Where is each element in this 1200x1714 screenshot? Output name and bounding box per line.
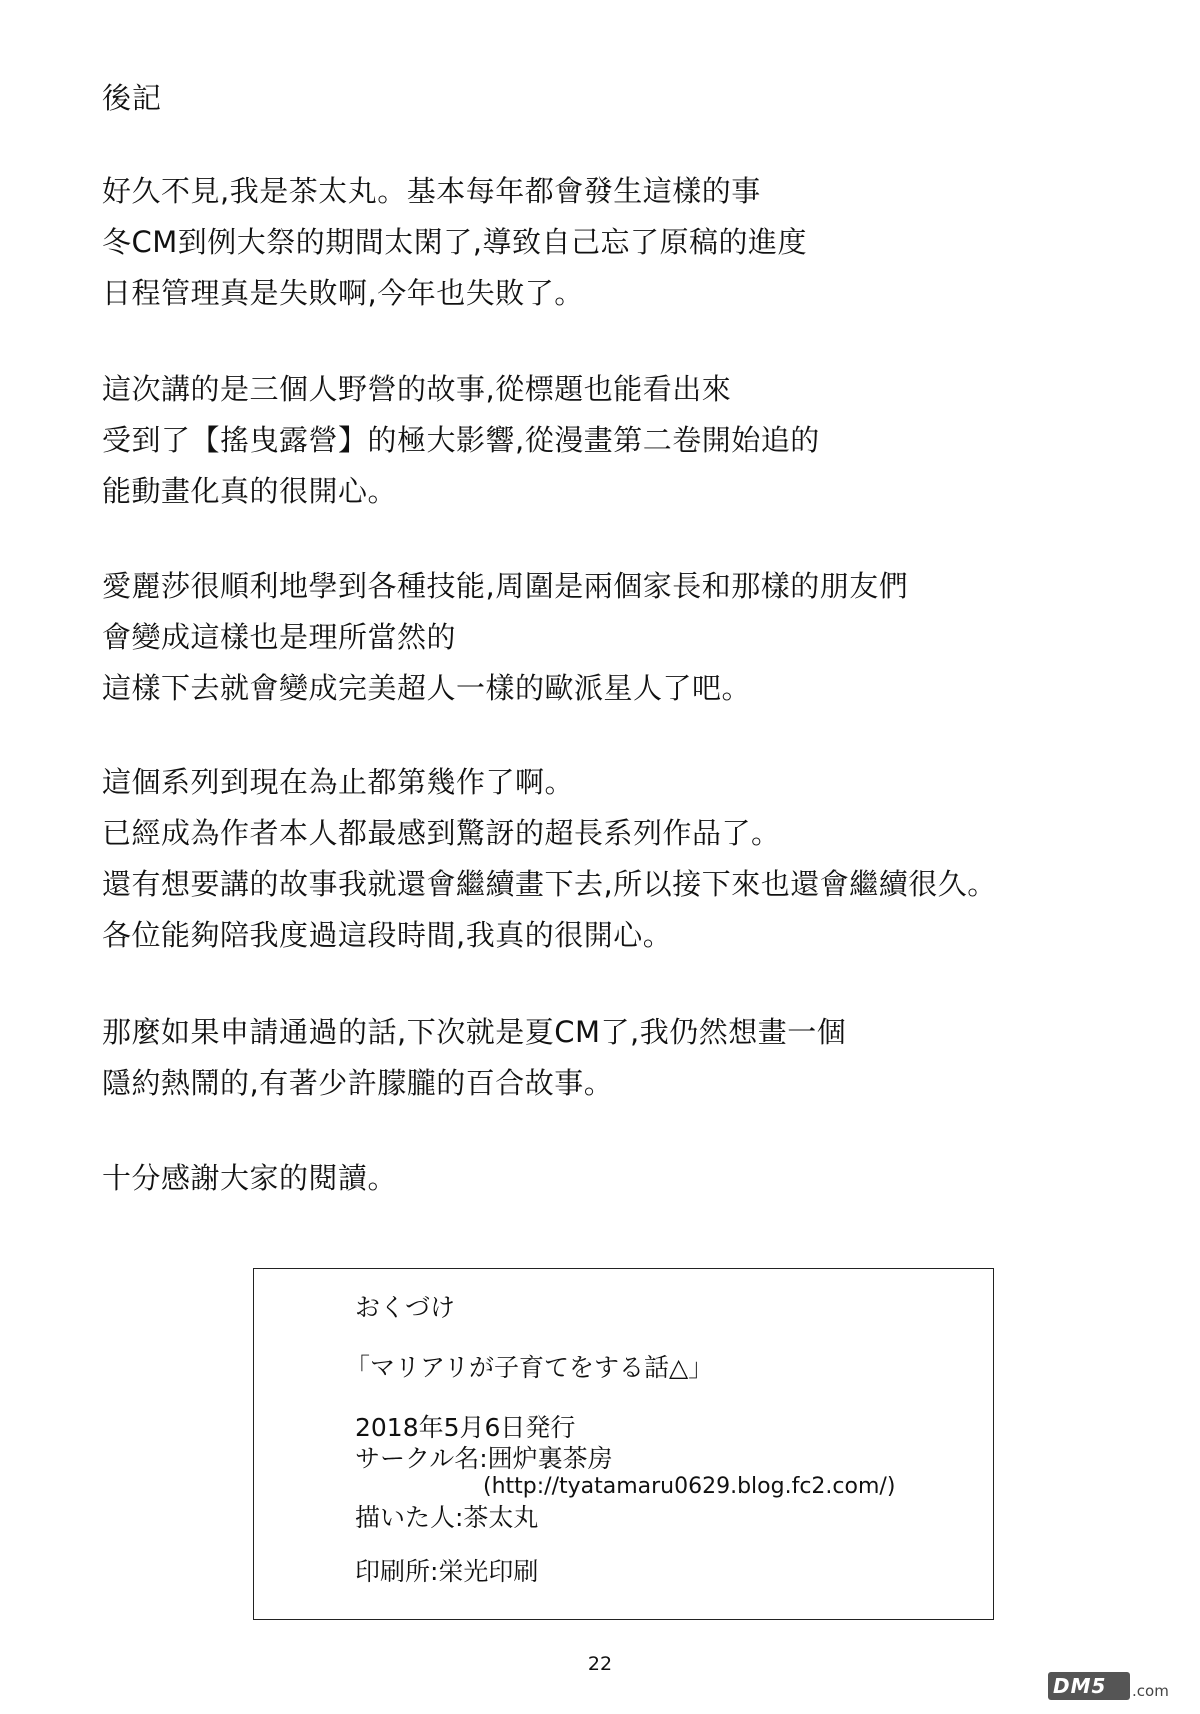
text-line: 會變成這樣也是理所當然的 <box>102 620 457 654</box>
colophon-title: 「マリアリが子育てをする話△」 <box>345 1353 714 1382</box>
text-line: 這樣下去就會變成完美超人一樣的歐派星人了吧。 <box>102 671 752 705</box>
afterword-heading: 後記 <box>102 81 163 115</box>
colophon-box <box>253 1268 994 1620</box>
colophon-date: 2018年5月6日発行 <box>355 1413 576 1442</box>
text-line: 這個系列到現在為止都第幾作了啊。 <box>102 765 575 799</box>
text-line: 這次講的是三個人野營的故事,從標題也能看出來 <box>102 372 732 406</box>
colophon-url: (http://tyatamaru0629.blog.fc2.com/) <box>483 1474 896 1499</box>
text-line: 受到了【搖曳露營】的極大影響,從漫畫第二卷開始追的 <box>102 423 820 457</box>
closing-line: 十分感謝大家的閱讀。 <box>102 1161 398 1195</box>
page-number: 22 <box>587 1653 613 1675</box>
text-line: 日程管理真是失敗啊,今年也失敗了。 <box>102 276 584 310</box>
text-line: 各位能夠陪我度過這段時間,我真的很開心。 <box>102 918 673 952</box>
colophon-circle: サークル名:囲炉裏茶房 <box>355 1444 613 1473</box>
colophon-label: おくづけ <box>355 1293 456 1322</box>
watermark-suffix: .com <box>1132 1682 1169 1700</box>
colophon-printer: 印刷所:栄光印刷 <box>355 1557 539 1586</box>
site-watermark <box>1048 1668 1182 1704</box>
text-line: 已經成為作者本人都最感到驚訝的超長系列作品了。 <box>102 816 781 850</box>
text-line: 能動畫化真的很開心。 <box>102 474 398 508</box>
watermark-logo: DM5 <box>1053 1674 1107 1698</box>
text-line: 好久不見,我是茶太丸。基本每年都會發生這樣的事 <box>102 174 761 208</box>
text-line: 冬CM到例大祭的期間太閑了,導致自己忘了原稿的進度 <box>102 225 807 259</box>
text-line: 那麼如果申請通過的話,下次就是夏CM了,我仍然想畫一個 <box>102 1015 847 1049</box>
text-line: 還有想要講的故事我就還會繼續畫下去,所以接下來也還會繼續很久。 <box>102 867 997 901</box>
colophon-artist: 描いた人:茶太丸 <box>355 1503 539 1532</box>
text-line: 愛麗莎很順利地學到各種技能,周圍是兩個家長和那樣的朋友們 <box>102 569 909 603</box>
text-line: 隱約熱鬧的,有著少許朦朧的百合故事。 <box>102 1066 614 1100</box>
